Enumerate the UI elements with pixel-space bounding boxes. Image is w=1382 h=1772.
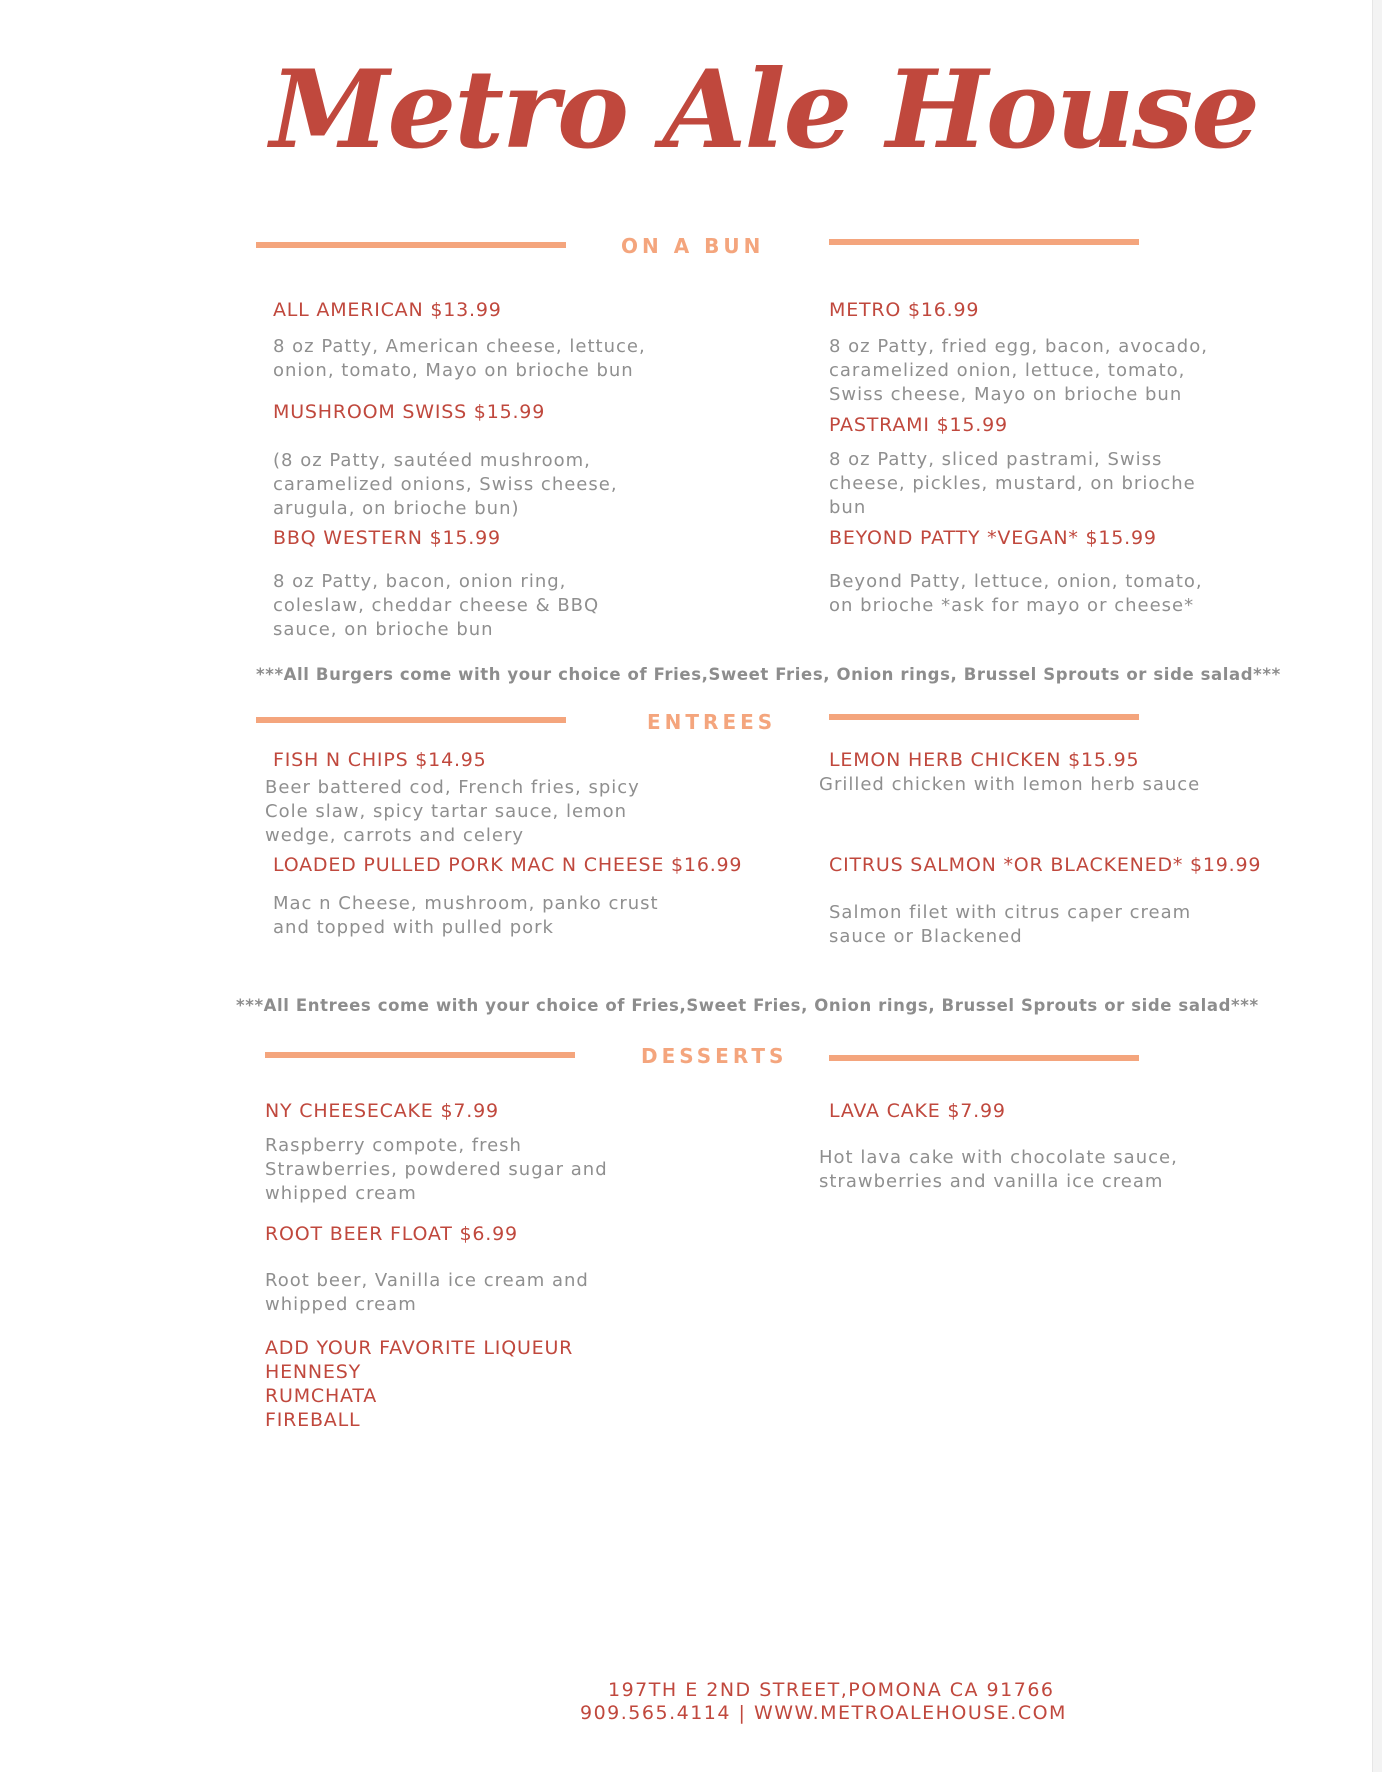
restaurant-title: Metro Ale House: [270, 47, 1258, 173]
footer-address: 197TH E 2ND STREET,POMONA CA 91766: [608, 1679, 1055, 1701]
section-rule-right: [829, 1055, 1139, 1061]
liqueur-option: FIREBALL: [265, 1409, 361, 1431]
menu-item-name: ALL AMERICAN $13.99: [273, 299, 502, 321]
menu-item-name: NY CHEESECAKE $7.99: [265, 1100, 499, 1122]
menu-item-name: LAVA CAKE $7.99: [829, 1100, 1006, 1122]
menu-item-description: Beer battered cod, French fries, spicy Cole slaw, spicy tartar sauce, lemon wedge, carrots and celery: [265, 777, 640, 846]
menu-item-description: Salmon filet with citrus caper cream sauce or Blackened: [829, 902, 1192, 947]
section-rule-left: [256, 242, 566, 248]
section-heading-desserts: DESSERTS: [641, 1044, 788, 1068]
section-heading-entrees: ENTREES: [647, 710, 777, 734]
page-edge: [1372, 0, 1382, 1772]
liqueur-option: HENNESY: [265, 1361, 361, 1383]
menu-item-description: Mac n Cheese, mushroom, panko crust and topped with pulled pork: [273, 893, 659, 938]
menu-item-name: ROOT BEER FLOAT $6.99: [265, 1223, 518, 1245]
liqueur-list: [265, 1336, 573, 1432]
menu-item-description: (8 oz Patty, sautéed mushroom, caramelized onions, Swiss cheese, arugula, on brioche bun): [273, 450, 618, 519]
menu-item-description: Raspberry compote, fresh Strawberries, powdered sugar and whipped cream: [265, 1135, 608, 1204]
menu-item-name: LOADED PULLED PORK MAC N CHEESE $16.99: [273, 854, 743, 876]
menu-item-name: LEMON HERB CHICKEN $15.95: [829, 749, 1140, 771]
menu-item-name: MUSHROOM SWISS $15.99: [273, 401, 546, 423]
menu-item-name: PASTRAMI $15.99: [829, 414, 1008, 436]
menu-item-description: 8 oz Patty, fried egg, bacon, avocado, caramelized onion, lettuce, tomato, Swiss cheese, Mayo on brioche bun: [829, 336, 1208, 405]
liqueur-option: RUMCHATA: [265, 1385, 378, 1407]
liqueur-heading: ADD YOUR FAVORITE LIQUEUR: [265, 1337, 574, 1359]
section-heading-on-a-bun: ON A BUN: [621, 234, 765, 258]
menu-item-description: Hot lava cake with chocolate sauce, strawberries and vanilla ice cream: [819, 1147, 1178, 1192]
menu-item-description: Beyond Patty, lettuce, onion, tomato, on brioche *ask for mayo or cheese*: [829, 571, 1203, 616]
menu-item-name: BBQ WESTERN $15.99: [273, 527, 501, 549]
section-rule-left: [256, 717, 566, 723]
menu-item-name: METRO $16.99: [829, 299, 980, 321]
section-rule-right: [829, 714, 1139, 720]
burger-sides-note: ***All Burgers come with your choice of Fries,Sweet Fries, Onion rings, Brussel Sprouts or side salad***: [256, 665, 1281, 684]
menu-item-description: 8 oz Patty, bacon, onion ring, coleslaw, cheddar cheese & BBQ sauce, on brioche bun: [273, 571, 600, 640]
menu-item-description: 8 oz Patty, sliced pastrami, Swiss cheese, pickles, mustard, on brioche bun: [829, 449, 1196, 518]
footer-contact: 909.565.4114 | WWW.METROALEHOUSE.COM: [580, 1702, 1067, 1724]
menu-item-description: Grilled chicken with lemon herb sauce: [819, 774, 1201, 795]
section-rule-right: [829, 239, 1139, 245]
menu-item-description: 8 oz Patty, American cheese, lettuce, onion, tomato, Mayo on brioche bun: [273, 336, 646, 381]
menu-item-description: Root beer, Vanilla ice cream and whipped cream: [265, 1270, 589, 1315]
menu-item-name: FISH N CHIPS $14.95: [273, 749, 487, 771]
menu-item-name: BEYOND PATTY *VEGAN* $15.99: [829, 527, 1157, 549]
menu-item-name: CITRUS SALMON *OR BLACKENED* $19.99: [829, 854, 1262, 876]
section-rule-left: [265, 1052, 575, 1058]
entree-sides-note: ***All Entrees come with your choice of Fries,Sweet Fries, Onion rings, Brussel Sprouts or side salad***: [236, 996, 1259, 1015]
